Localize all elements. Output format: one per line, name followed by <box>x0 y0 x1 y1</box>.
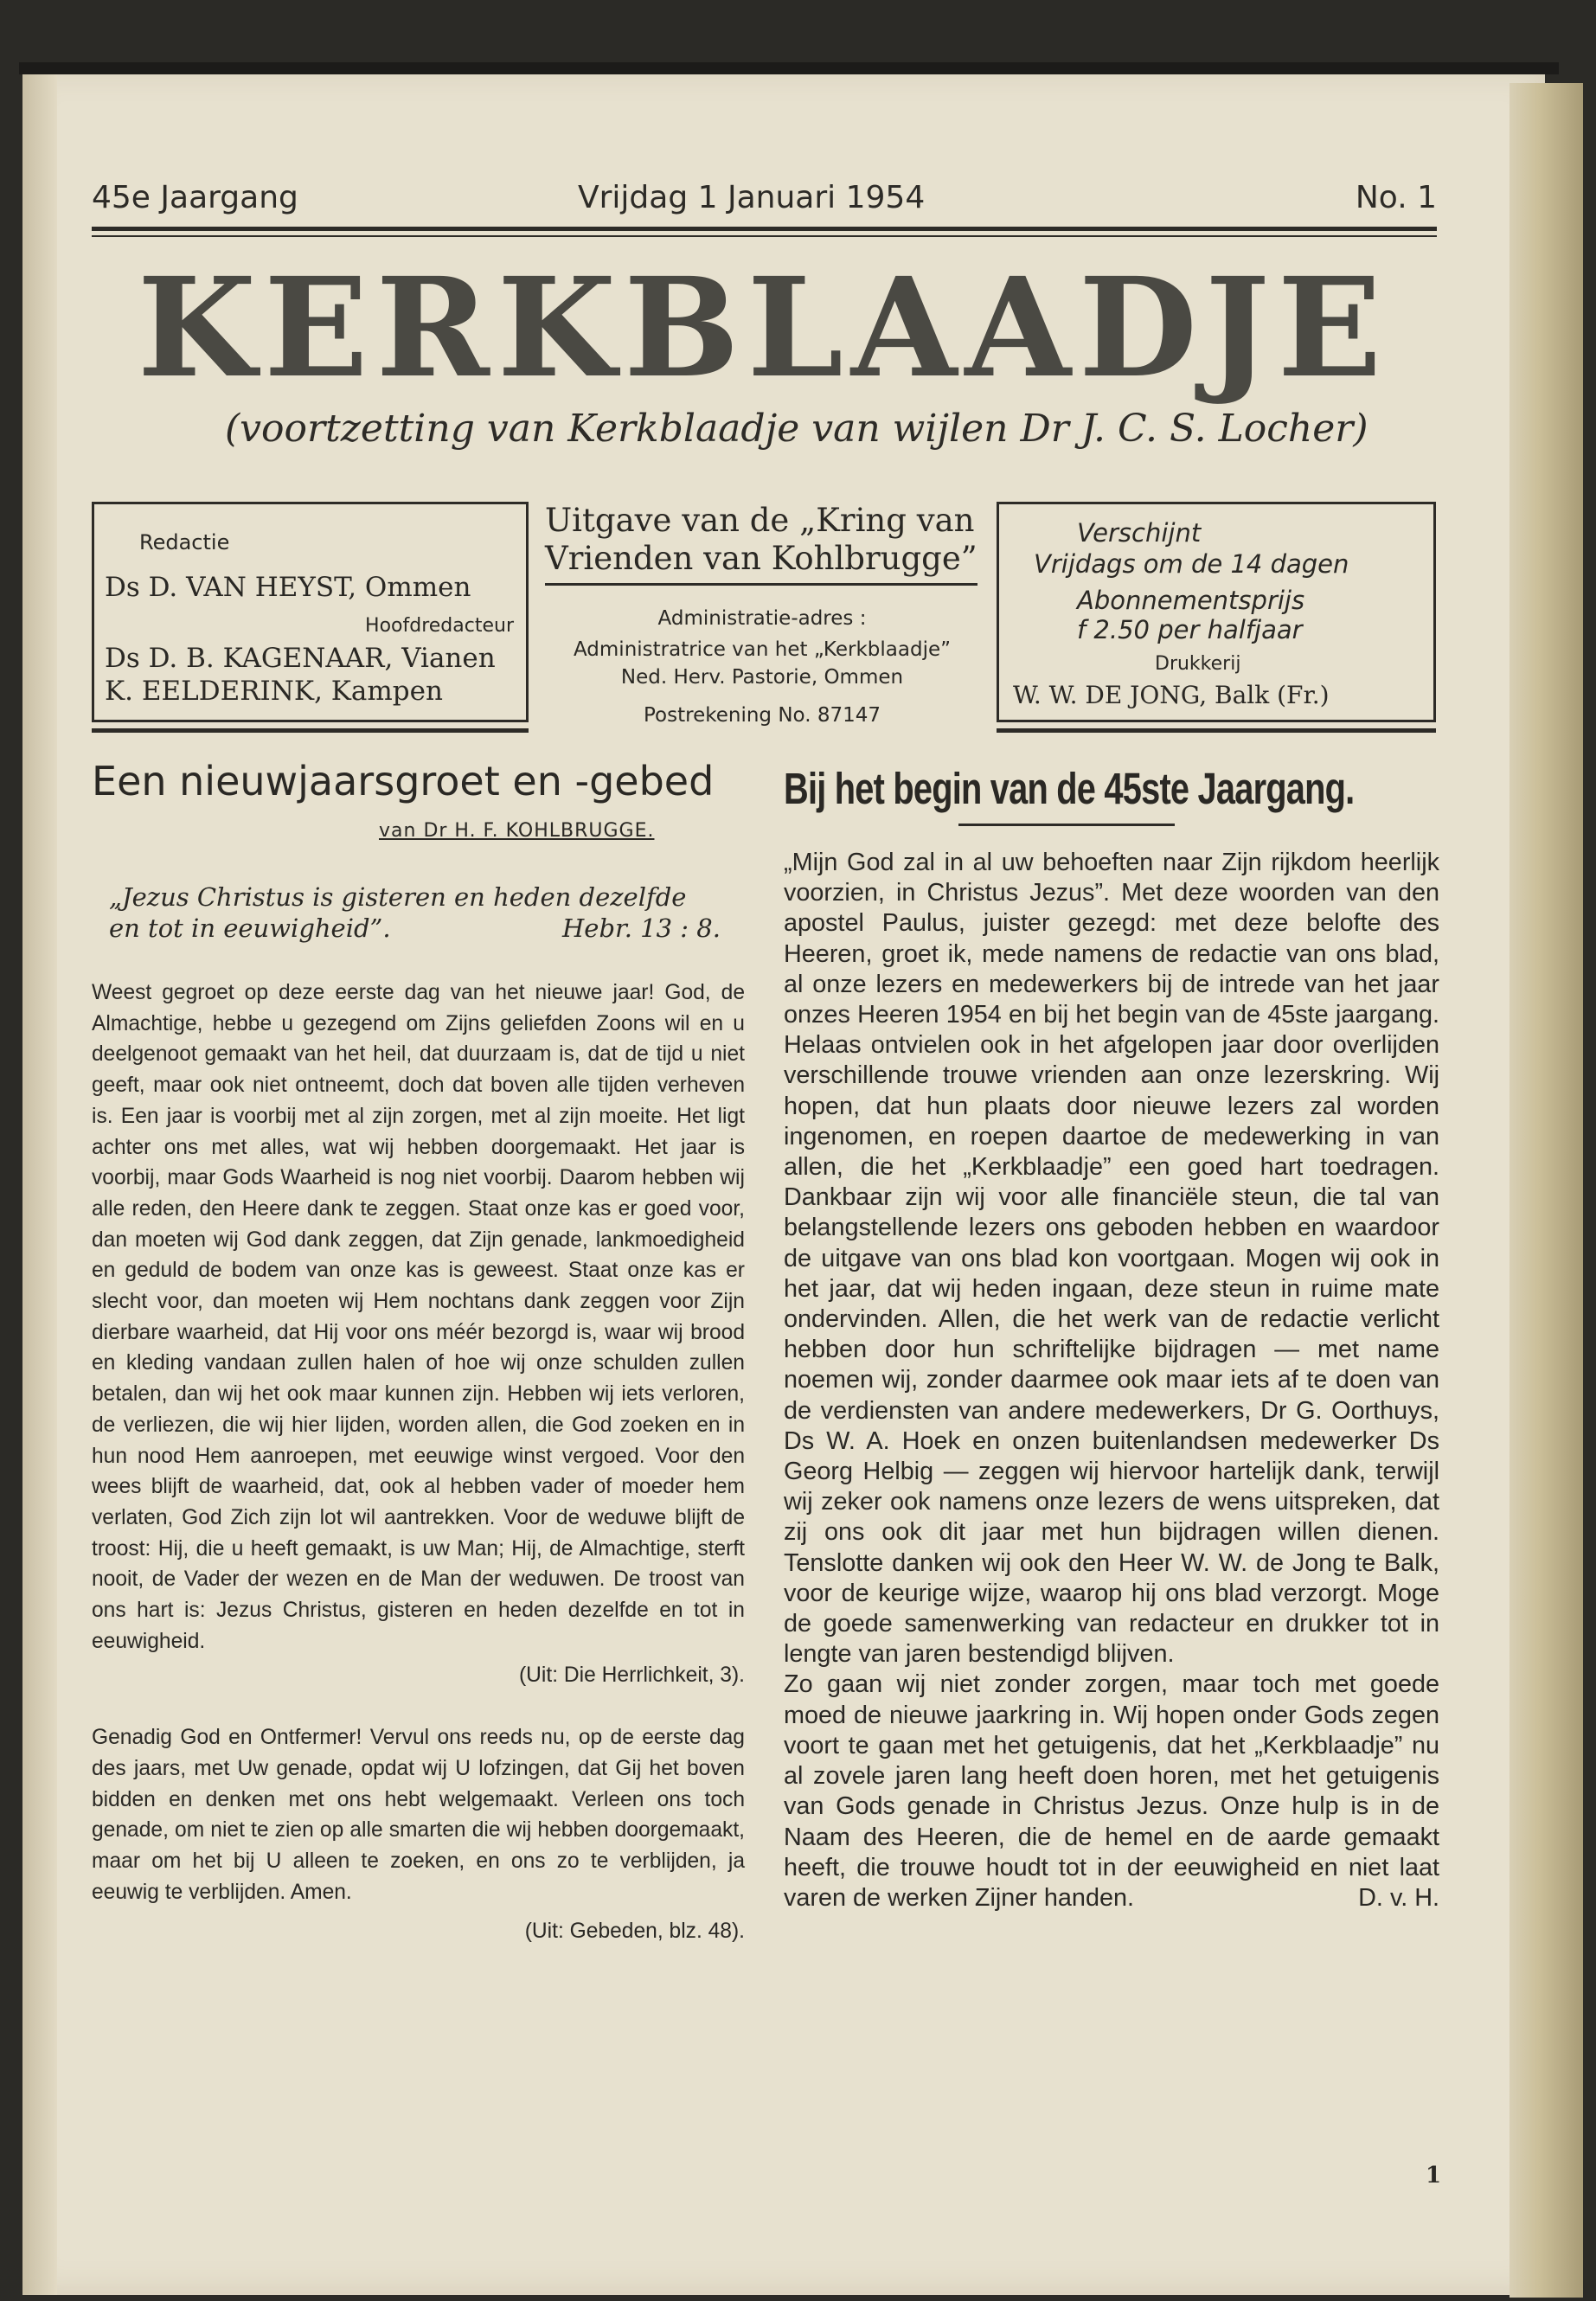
right-signature: D. v. H. <box>1358 1884 1439 1913</box>
right-title-underline <box>958 824 1175 826</box>
right-article-title: Bij het begin van de 45ste Jaargang. <box>784 764 1355 813</box>
subscription-box <box>997 502 1436 722</box>
appears-frequency: Vrijdags om de 14 dagen <box>1034 549 1349 579</box>
left-article-body <box>92 977 745 1947</box>
publisher-title-1: Uitgave van de „Kring van <box>545 502 975 539</box>
masthead-subtitle: (voortzetting van Kerkblaadje van wijlen Dr J. C. S. Locher) <box>225 407 1368 451</box>
admin-label: Administratie-adres : <box>657 607 867 630</box>
left-source-2: (Uit: Gebeden, blz. 48). <box>524 1920 745 1944</box>
editor-2: Ds D. B. KAGENAAR, Vianen <box>105 643 496 674</box>
admin-line-1: Administratrice van het „Kerkblaadje” <box>573 638 952 661</box>
bible-quote-reference: Hebr. 13 : 8. <box>562 913 721 943</box>
publisher-block <box>533 497 991 739</box>
publisher-title-2: Vrienden van Kohlbrugge” <box>545 540 977 577</box>
editor-3: K. EELDERINK, Kampen <box>105 676 443 707</box>
masthead-title: KERKBLAADJE <box>137 248 1390 408</box>
header-rule-thin <box>92 235 1437 237</box>
left-paragraph-1: Weest gegroet op deze eerste dag van het nieuwe jaar! God, de Almachtige, hebbe u gezegend om Zijns geliefden Zoons wil en u deelgenoot gemaakt van het heil, dat duurzaam is, dat de tijd u niet geeft, maar ook niet ontneemt, doch dat boven alle tijden verheven is. Een jaar is voorbij met al zijn zorgen, met al zijn moeite. Het ligt achter ons met alles, wat wij hebben doorgemaakt. Het jaar is voorbij, maar Gods Waarheid is nog niet voorbij. Daarom hebben wij alle reden, den Heere dank te zeggen. Staat onze kas er goed voor, dan moeten wij God dank zeggen, dat Zijn genade, lankmoedigheid en geduld de bodem van onze kas is geweest. Staat onze kas er slecht voor, dan moeten wij Hem nochtans dank zeggen voor Zijn dierbare waarheid, dat Hij voor ons méér bezorgd is, waar wij brood en kleding vandaan zullen halen of hoe wij onze schulden zullen betalen, dan wij het ook maar kunnen zijn. Hebben wij iets verloren, de verliezen, die wij hier lijden, worden allen, die God zoeken en in hun nood Hem aanroepen, met eeuwige winst vergoed. Voor den wees blijft de waarheid, dat, ook al hebben vader of moeder hem verlaten, God Zich zijn lot wil aantrekken. Voor de weduwe blijft de troost: Hij, die u heeft gemaakt, is uw Man; Hij, de Almachtige, sterft nooit, de Vader der wezen en de Man der weduwen. De troost van ons hart is: Jezus Christus, gisteren en heden dezelfde en tot in eeuwigheid. <box>92 981 745 1653</box>
issue-number: No. 1 <box>1355 180 1437 215</box>
appears-label: Verschijnt <box>1077 518 1202 548</box>
right-article-body <box>784 848 1439 1913</box>
left-article-title: Een nieuwjaarsgroet en -gebed <box>92 758 715 804</box>
left-paragraph-2: Genadig God en Ontfermer! Vervul ons reeds nu, op de eerste dag des jaars, met Uw genade, opdat wij U lofzingen, dat Gij het boven bidden en denken met ons hebt welgemaakt. Verleen ons toch genade, om niet te zien op alle smarten die wij hebben doorgemaakt, maar om het bij U alleen te zoeken, en ons zo te verblijden, ja eeuwig te verblijden. Amen. <box>92 1726 745 1904</box>
editorial-label: Redactie <box>139 530 230 554</box>
volume-label: 45e Jaargang <box>92 180 298 215</box>
postbank-number: Postrekening No. 87147 <box>644 704 881 727</box>
header-row <box>92 180 1437 223</box>
bible-quote-line-2: en tot in eeuwigheid”. <box>109 913 391 943</box>
header-rule-thick <box>92 227 1437 231</box>
right-paragraph-1: „Mijn God zal in al uw behoeften naar Zijn rijkdom heerlijk voorzien, in Christus Jezus”. Met deze woorden van den apostel Paulus, juister gezegd: met deze belofte des Heeren, groet ik, mede namens de redactie van ons blad, al onze lezers en medewerkers bij de intrede van het jaar onzes Heeren 1954 en bij het begin van de 45ste jaargang. Helaas ontvielen ook in het afgelopen jaar door overlijden verschillende trouwe vrienden aan onze lezerskring. Wij hopen, dat hun plaats door nieuwe lezers zal worden ingenomen, en roepen daartoe de medewerking in van allen, die het „Kerkblaadje” een goed hart toedragen. Dankbaar zijn wij voor alle financiële steun, die tal van belangstellende lezers ons geboden hebben en waardoor de uitgave van ons blad kon voortgaan. Mogen wij ook in het jaar, dat wij heden ingaan, deze steun in ruime mate ondervinden. Allen, die het werk van de redactie verlicht hebben door hun schriftelijke bijdragen — met name noemen wij, zonder daarmee ook maar iets af te doen van de verdiensten van andere medewerkers, Dr G. Oorthuys, Ds W. A. Hoek en onzen buitenlandsen medewerker Ds Georg Helbig — zeggen wij hiervoor hartelijk dank, terwijl wij zeker ook namens onze lezers de wens uitspreken, dat zij ons ook dit jaar met hun bijdragen willen dienen. Tenslotte danken wij ook den Heer W. W. de Jong te Balk, voor de keurige wijze, waarop hij ons blad verzorgt. Moge de goede samenwerking van redacteur en drukker tot in lengte van jaren bestendigd blijven. <box>784 849 1439 1669</box>
publisher-rule <box>545 583 977 586</box>
issue-date: Vrijdag 1 Januari 1954 <box>578 180 926 215</box>
editorial-box <box>92 502 529 722</box>
admin-line-2: Ned. Herv. Pastorie, Ommen <box>620 666 904 689</box>
bible-quote-line-1: „Jezus Christus is gisteren en heden dezelfde <box>109 882 687 912</box>
subscription-box-underline <box>997 728 1436 733</box>
printer-name: W. W. DE JONG, Balk (Fr.) <box>1013 681 1330 709</box>
price-label: Abonnementsprijs <box>1077 586 1305 615</box>
printer-label: Drukkerij <box>1155 653 1241 675</box>
left-source-1: (Uit: Die Herrlichkeit, 3). <box>518 1663 745 1688</box>
left-article-byline: van Dr H. F. KOHLBRUGGE. <box>379 820 655 842</box>
price-value: f 2.50 per halfjaar <box>1077 615 1303 644</box>
editor-1: Ds D. VAN HEYST, Ommen <box>105 572 471 603</box>
editor-1-role: Hoofdredacteur <box>365 615 514 637</box>
page-number: 1 <box>1426 2163 1442 2189</box>
editorial-box-underline <box>92 728 529 733</box>
right-paragraph-2: Zo gaan wij niet zonder zorgen, maar toch met goede moed de nieuwe jaarkring in. Wij hopen onder Gods zegen voort te gaan met het getuigenis, dat het „Kerkblaadje” nu al zovele jaren lang heeft doen horen, met het getuigenis van Gods genade in Christus Jezus. Onze hulp is in de Naam des Heeren, die de hemel en de aarde gemaakt heeft, die trouwe houdt tot in der eeuwigheid en niet laat varen de werken Zijner handen. <box>784 1670 1439 1912</box>
